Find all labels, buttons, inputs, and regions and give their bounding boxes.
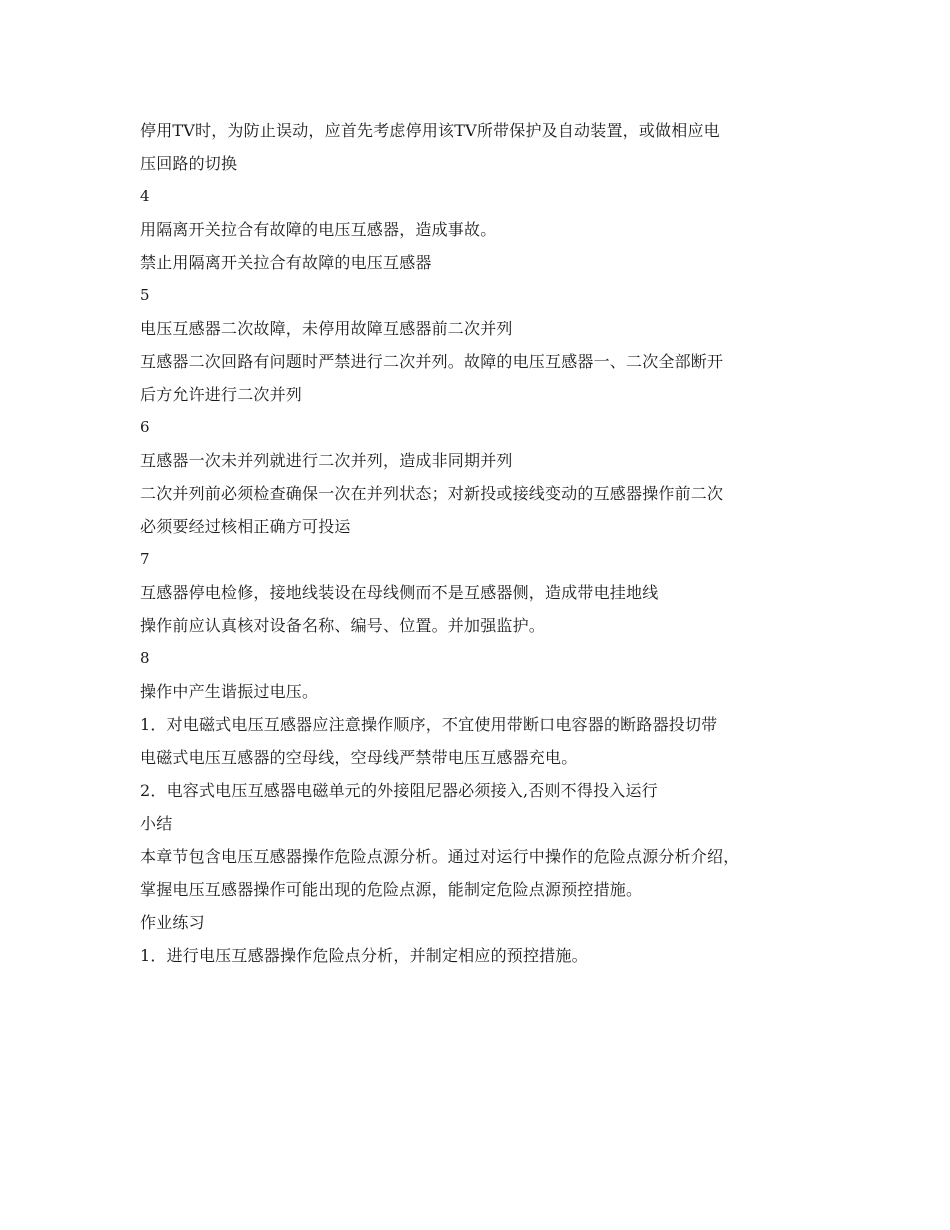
- summary-text: 掌握电压互感器操作可能出现的危险点源，能制定危险点源预控措施。: [140, 880, 643, 899]
- control-measure: 二次并列前必须检查确保一次在并列状态；对新投或接线变动的互感器操作前二次: [140, 484, 724, 503]
- paragraph-line: 压回路的切换: [140, 154, 238, 173]
- item-number: 8: [140, 649, 150, 667]
- control-measure: 电磁式电压互感器的空母线，空母线严禁带电压互感器充电。: [140, 748, 578, 767]
- section-heading-summary: 小结: [140, 814, 173, 833]
- item-number: 4: [140, 187, 150, 205]
- control-measure: 后方允许进行二次并列: [140, 385, 303, 404]
- control-measure: 2．电容式电压互感器电磁单元的外接阻尼器必须接入,否则不得投入运行: [140, 781, 658, 800]
- control-measure: 操作前应认真核对设备名称、编号、位置。并加强监护。: [140, 616, 546, 635]
- control-measure: 互感器二次回路有问题时严禁进行二次并列。故障的电压互感器一、二次全部断开: [140, 352, 724, 371]
- item-number: 6: [140, 418, 150, 436]
- hazard-description: 电压互感器二次故障，未停用故障互感器前二次并列: [140, 319, 513, 338]
- item-number: 5: [140, 286, 150, 304]
- hazard-description: 操作中产生谐振过电压。: [140, 682, 319, 701]
- document-body: [140, 114, 840, 972]
- control-measure: 禁止用隔离开关拉合有故障的电压互感器: [140, 253, 432, 272]
- control-measure: 1．对电磁式电压互感器应注意操作顺序，不宜使用带断口电容器的断路器投切带: [140, 715, 718, 734]
- summary-text: 本章节包含电压互感器操作危险点源分析。通过对运行中操作的危险点源分析介绍，: [140, 847, 740, 866]
- hazard-description: 互感器一次未并列就进行二次并列，造成非同期并列: [140, 451, 513, 470]
- section-heading-exercise: 作业练习: [140, 913, 205, 932]
- control-measure: 必须要经过核相正确方可投运: [140, 517, 351, 536]
- exercise-item: 1．进行电压互感器操作危险点分析，并制定相应的预控措施。: [140, 946, 588, 965]
- paragraph-line: 停用TV时，为防止误动，应首先考虑停用该TV所带保护及自动装置，或做相应电: [140, 121, 720, 140]
- item-number: 7: [140, 550, 150, 568]
- hazard-description: 用隔离开关拉合有故障的电压互感器，造成事故。: [140, 220, 497, 239]
- hazard-description: 互感器停电检修，接地线装设在母线侧而不是互感器侧，造成带电挂地线: [140, 583, 659, 602]
